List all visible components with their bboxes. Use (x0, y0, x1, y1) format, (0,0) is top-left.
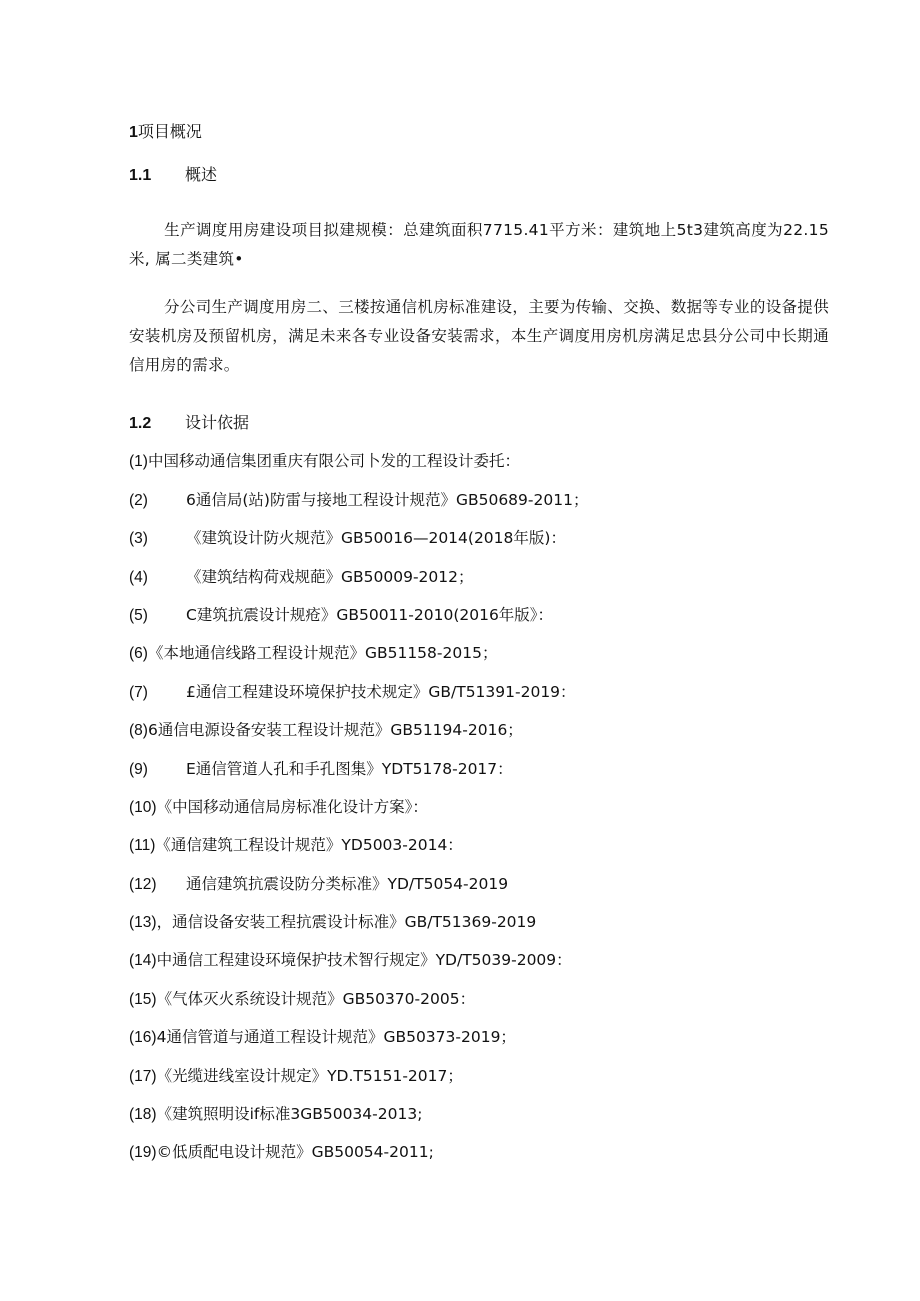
section-title: 项目概况 (137, 122, 202, 141)
section-heading-1 (129, 122, 202, 143)
reference-item (129, 989, 475, 1010)
reference-item (129, 720, 523, 741)
reference-number: (19) (129, 1144, 157, 1161)
section-number: 1.1 (129, 167, 152, 184)
reference-number: (11) (129, 837, 156, 854)
section-number: 1 (129, 124, 138, 141)
reference-number: (18) (129, 1106, 157, 1123)
paragraph-text: 生产调度用房建设项目拟建规模：总建筑面积7715.41平方米：建筑地上5t3建筑高度为22.15米, 属二类建筑• (129, 221, 829, 268)
section-title: 设计依据 (185, 413, 250, 432)
paragraph-scale (129, 216, 829, 274)
reference-number: (14) (129, 952, 157, 969)
reference-text: ©低质配电设计规范》GB50054-2011; (156, 1143, 434, 1161)
reference-item (129, 874, 508, 895)
reference-item (129, 528, 566, 549)
paragraph-text: 分公司生产调度用房二、三楼按通信机房标准建设，主要为传输、交换、数据等专业的设备提供安装机房及预留机房，满足未来各专业设备安装需求，本生产调度用房机房满足忠县分公司中长期通信用房的需求。 (129, 298, 829, 374)
reference-text: 《建筑设计防火规范》GB50016—2014(2018年版)： (186, 529, 566, 547)
section-heading-1-1 (129, 165, 217, 186)
reference-text: ，通信设备安装工程抗震设计标准》GB/T51369-2019 (156, 913, 537, 931)
reference-number: (4) (129, 569, 148, 586)
reference-text: 《中国移动通信局房标准化设计方案》： (156, 798, 428, 816)
reference-item (129, 567, 474, 588)
reference-text: 《建筑结构荷戏规葩》GB50009-2012； (186, 568, 474, 586)
reference-item (129, 797, 428, 818)
reference-number: (10) (129, 799, 157, 816)
reference-item (129, 912, 536, 933)
reference-item (129, 605, 553, 626)
reference-number: (17) (129, 1068, 157, 1085)
reference-text: 中通信工程建设环境保护技术智行规定》YD/T5039-2009： (156, 951, 572, 969)
reference-number: (1) (129, 453, 148, 470)
reference-text: 中国移动通信集团重庆有限公司卜发的工程设计委托： (147, 452, 520, 470)
reference-number: (2) (129, 492, 148, 509)
reference-item (129, 1027, 516, 1048)
reference-item (129, 1066, 463, 1087)
reference-text: 6通信局(站)防雷与接地工程设计规范》GB50689-2011； (186, 491, 589, 509)
reference-number: (16) (129, 1029, 157, 1046)
reference-number: (12) (129, 876, 157, 893)
reference-text: 《气体灭火系统设计规范》GB50370-2005： (156, 990, 476, 1008)
reference-item (129, 451, 520, 472)
reference-number: (15) (129, 991, 157, 1008)
reference-text: 《光缆进线室设计规定》YD.T5151-2017； (156, 1067, 463, 1085)
reference-item (129, 1142, 434, 1163)
reference-text: C建筑抗震设计规疮》GB50011-2010(2016年版》： (186, 606, 554, 624)
section-heading-1-2 (129, 413, 249, 434)
reference-number: (9) (129, 761, 148, 778)
reference-text: 《建筑照明设if标准3GB50034-2013; (156, 1105, 423, 1123)
section-number: 1.2 (129, 415, 152, 432)
reference-number: (7) (129, 684, 148, 701)
reference-number: (5) (129, 607, 148, 624)
reference-text: 《本地通信线路工程设计规范》GB51158-2015； (147, 644, 498, 662)
reference-number: (13) (129, 914, 157, 931)
reference-item (129, 835, 463, 856)
reference-item (129, 950, 572, 971)
reference-item (129, 643, 497, 664)
reference-number: (8) (129, 722, 148, 739)
reference-number: (6) (129, 645, 148, 662)
reference-item (129, 490, 588, 511)
reference-text: 6通信电源设备安装工程设计规范》GB51194-2016； (147, 721, 523, 739)
reference-text: 《通信建筑工程设计规范》YD5003-2014： (155, 836, 463, 854)
paragraph-description (129, 293, 829, 380)
reference-text: 4通信管道与通道工程设计规范》GB50373-2019； (156, 1028, 516, 1046)
section-title: 概述 (185, 165, 218, 184)
reference-text: £通信工程建设环境保护技术规定》GB/T51391-2019： (186, 683, 576, 701)
reference-item (129, 759, 513, 780)
reference-number: (3) (129, 530, 148, 547)
reference-item (129, 1104, 422, 1125)
reference-text: 通信建筑抗震设防分类标准》YD/T5054-2019 (186, 875, 509, 893)
reference-item (129, 682, 576, 703)
reference-text: E通信管道人孔和手孔图集》YDT5178-2017： (186, 760, 513, 778)
